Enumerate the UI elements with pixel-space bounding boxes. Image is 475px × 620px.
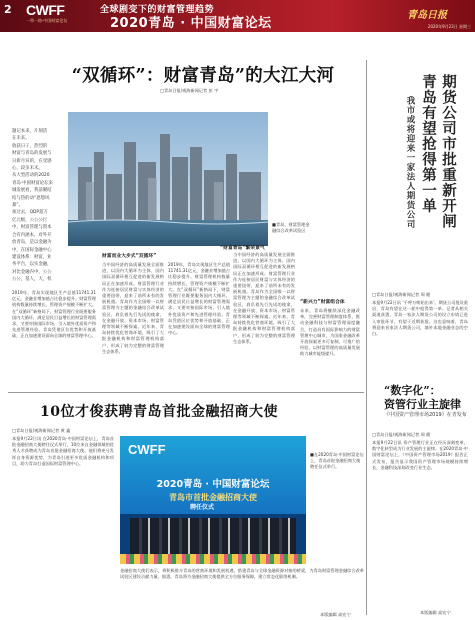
poster-subtitle: 聘任仪式: [190, 504, 215, 511]
intro-line: 青岛·中国财富论坛来: [12, 180, 53, 186]
stage-flowers: [120, 554, 306, 564]
feature-body: 本报9月22日讯 ‘千呼万唤始出来’，期货公司批设重启，青岛有望在这一轮中抢得第一单。记者从相关渠道获悉，青岛一家法人期货公司的设立申请已进入审批环节，有望于近期获批。这也意味着，青岛将迎来首家法人期货公司，填补本地金融业态的空白。: [372, 300, 468, 337]
intro-line: 在未来。: [12, 136, 30, 142]
ceremony-photo: [120, 436, 306, 564]
intro-line: 日新月异的，在受感: [12, 158, 52, 164]
quote-title-2: 资管行业主旋律: [384, 398, 461, 411]
intro-line: 中，在国际金融中心: [12, 247, 52, 253]
quote-subtitle: 《中国资产管理市场2019》在青发布: [384, 412, 467, 418]
intro-line: 心，段多未未。: [12, 166, 43, 172]
column-divider: [366, 60, 367, 615]
bottom-headline: 10位才俊获聘青岛首批金融招商大使: [40, 404, 278, 420]
intro-line: 暴”。: [12, 203, 24, 209]
poster-forum-title: 2020青岛 · 中国财富论坛: [156, 479, 270, 490]
forum-title: 2020青岛 · 中国财富论坛: [110, 16, 272, 31]
section-divider: [8, 392, 364, 393]
logo-mark: CWFF: [26, 2, 65, 18]
skyline-illustration: [68, 112, 268, 246]
body-column-b2: 当中国经济的高质量发展全面推进，以国内大循环为主体、国内国际双循环相互促进的新发展格局正在加速形成。财富管理行业作为连接居民财富与实体经济的重要纽带，迎来了前所未有的发展机遇。青岛作为全国唯一以财富管理为主题的金融综合改革试验区，肩负着先行先试的使命，在金融开放、资本市场、财富管理等领域不断探索。近年来，青岛持续优化营商环境，吸引了大批金融机构和财富管理机构落户，形成了较为完整的财富管理生态体系。: [233, 252, 295, 344]
intro-line: 对比金融内中，公公: [12, 269, 52, 275]
photo1-caption: ■青岛，财富管理金融综合改革试验区: [272, 222, 310, 233]
section-c-title: “新兴力”财富组合体: [300, 300, 345, 305]
intro-line: 从大型活动的2020: [12, 173, 50, 179]
quote-editor-sig: 本版编辑 高宏宁: [420, 610, 451, 615]
feature-subtitle: 我市或将迎来一家法人期货公司: [405, 96, 415, 229]
body-column-b: 2019年，青岛实现地区生产总值11741.31亿元，金融业增加值占比稳步提升。财富管理机构数量持续增长，管理资产规模不断扩大。在“双循环”新格局下，财富管理行业既要服务国内大循环，满足居民日益增长的财富管理需求，又要对接国际市场，引入境外优质资产和先进管理经验。青岛凭借区位优势和开放基础，正在加速建设面向全球的财富管理中心。: [168, 262, 230, 336]
intro-line: 亿元级，公公公行: [12, 217, 48, 223]
intro-line: 合有内涵本，对外开: [12, 232, 52, 238]
intro-line: 结与热的动“思想风: [12, 195, 50, 201]
quote-body: 本报9月22日讯 资产管理行业正在经历深刻变革，数字化转型成为行业发展的主旋律。在2020青岛·中国财富论坛上，《中国资产管理市场2019》报告正式发布，报告显示我国资产管理市场规模持续增长，金融科技深刻改变行业生态。: [372, 440, 468, 470]
body-column-a: 当中国经济的高质量发展全面推进，以国内大循环为主体、国内国际双循环相互促进的新发展格局正在加速形成。财富管理行业作为连接居民财富与实体经济的重要纽带，迎来了前所未有的发展机遇。青岛作为全国唯一以财富管理为主题的金融综合改革试验区，肩负着先行先试的使命，在金融开放、资本市场、财富管理等领域不断探索。近年来，青岛持续优化营商环境，吸引了大批金融机构和财富管理机构落户，形成了较为完整的财富管理生态体系。: [102, 262, 164, 354]
city-skyline-photo: [68, 112, 268, 246]
intro-line: 放青岛，是以金融为: [12, 240, 52, 246]
bottom-editor-sig: 本版编辑 高宏宁: [320, 612, 351, 617]
ceremony-attendees: [130, 518, 296, 558]
intro-column: [12, 128, 62, 284]
page-number: 2: [4, 3, 12, 16]
poster-ceremony-title: 青岛市首批金融招商大使: [169, 493, 257, 502]
masthead-banner: [0, 0, 475, 32]
quote-title: “数字化”：: [384, 384, 441, 397]
ceremony-caption: ■在2020青岛·中国财富论坛上，青岛首批金融招商大使聘任仪式举行。: [310, 452, 364, 469]
intro-line: 加过去，QDP超万: [12, 210, 48, 216]
main-byline: □青岛日报/观海新闻记者 彭 宇: [160, 88, 219, 93]
section-b-title: “财富青岛”繁荣景气: [220, 246, 265, 251]
bottom-byline: □青岛日报/观海新闻记者 黄 鑫: [12, 428, 71, 433]
main-headline: “双循环”：财富青岛”的大江大河: [71, 66, 335, 86]
forum-logo: [26, 2, 72, 28]
logo-subtitle: 一带一路·中国财富论坛: [26, 18, 68, 23]
masthead-slogan: 全球剧变下的财富管理趋势: [100, 5, 215, 15]
intro-line: 中，财富管理与资本: [12, 225, 52, 231]
quote-byline: □青岛日报/观海新闻记者 周 健: [372, 432, 431, 437]
feature-title-2: 青岛有望抢得第一单: [420, 74, 437, 214]
body-column-c: 未来，青岛将继续深化金融改革，完善财富管理制度体系，推动金融科技与财富管理深度融合，打造具有国际影响力的财富管理中心城市，为国家金融改革开放探索更多可复制、可推广的经验，以财富管理的高质量发展助力城市能级提升。: [300, 308, 360, 357]
section-a-title: 财富而业大步式“双循环”: [102, 254, 157, 259]
intro-line: 财富与青岛的发展与: [12, 151, 52, 157]
intro-line: 务平台，以实金融，: [12, 262, 52, 268]
intro-line: 公公，基人，大，机: [12, 277, 52, 283]
poster-brand: CWFF: [128, 442, 166, 457]
feature-title-1: 期货公司市批重新开闸: [440, 74, 457, 229]
intro-line: 收获日子，热烈的: [12, 143, 48, 149]
bottom-body-2: 金融招商大使们表示，将积极推介青岛的营商环境和发展机遇，搭建青岛与全球金融资源对接的桥梁，为青岛财富管理金融综合改革试验区建设贡献力量。据悉，青岛将为金融招商大使提供全方位服务保障，建立常态化联络机制。: [120, 568, 364, 580]
feature-byline: □青岛日报/观海新闻记者 周 健: [372, 292, 431, 297]
intro-line: 题记本来，片刻活: [12, 129, 48, 134]
body-column-a-left: 2019年，青岛实现地区生产总值11741.31亿元，金融业增加值占比稳步提升。财富管理机构数量持续增长，管理资产规模不断扩大。在“双循环”新格局下，财富管理行业既要服务国内大循环，满足居民日益增长的财富管理需求，又要对接国际市场，引入境外优质资产和先进管理经验。青岛凭借区位优势和开放基础，正在加速建设面向全球的财富管理中心。: [12, 290, 96, 339]
bottom-body-1: 本报9月22日讯 在2020青岛·中国财富论坛上，青岛首批金融招商大使聘任仪式举行，10位来自金融领域的优秀人才获聘成为青岛首批金融招商大使。他们将充分发挥自身资源优势，为青岛引进更多优质金融机构和项目，助力青岛打造国际财富管理中心。: [12, 436, 114, 466]
newspaper-brand: 青岛日报: [407, 10, 447, 21]
intro-line: 城发展看，我前聚结: [12, 188, 52, 194]
dateline: 2020年9月23日 星期三: [427, 24, 471, 29]
intro-line: 建设体系：财富，业: [12, 254, 52, 260]
